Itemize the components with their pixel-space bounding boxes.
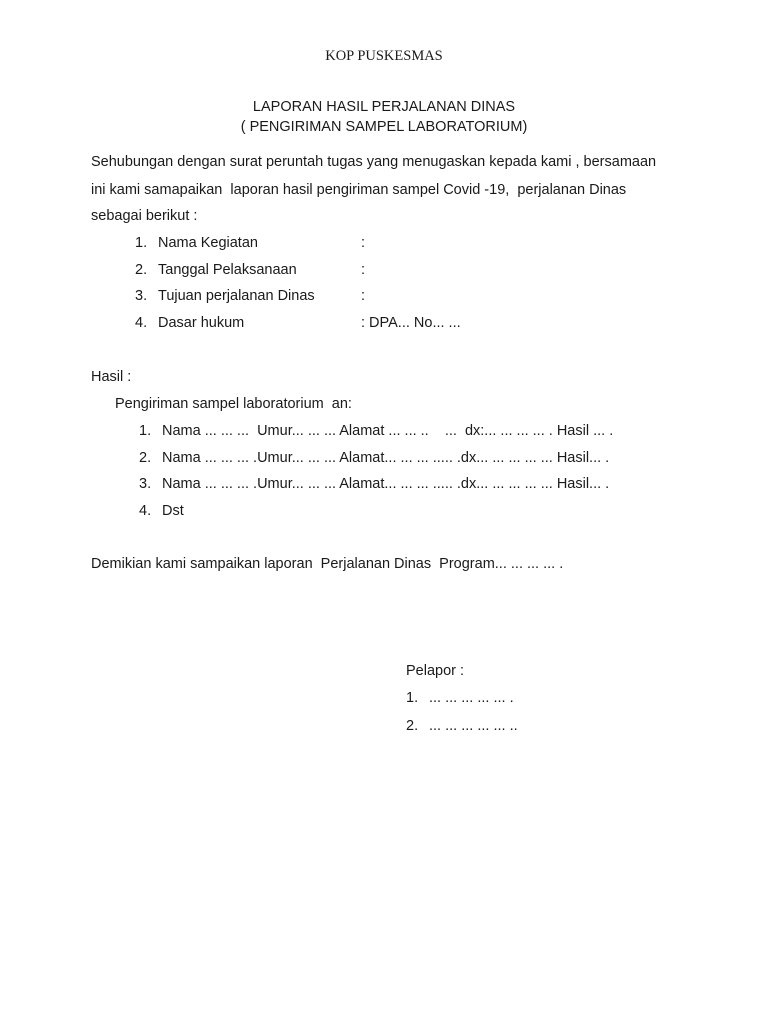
field-number: 4. [135,315,148,331]
field-number: 3. [135,288,148,304]
field-label: Tanggal Pelaksanaan [158,262,297,278]
intro-line-1: Sehubungan dengan surat peruntah tugas yang menugaskan kepada kami , bersamaan [91,154,657,170]
list-item-number: 1. [406,690,419,706]
field-value: : [361,235,366,251]
hasil-subheading: Pengiriman sampel laboratorium an: [115,396,352,412]
intro-line-2: ini kami samapaikan laporan hasil pengiriman sampel Covid -19, perjalanan Dinas [91,182,627,198]
list-item-number: 4. [139,503,152,519]
list-item: ... ... ... ... ... . [429,690,514,706]
list-item: ... ... ... ... ... .. [429,718,518,734]
field-label: Nama Kegiatan [158,235,258,251]
field-value: : DPA... No... ... [361,315,461,331]
list-item: Nama ... ... ... .Umur... ... ... Alamat... ... ... ..... .dx... ... ... ... ... Hasil... . [162,476,610,492]
list-item: Dst [162,503,184,519]
report-subtitle: ( PENGIRIMAN SAMPEL LABORATORIUM) [240,119,528,135]
kop-heading: KOP PUSKESMAS [325,48,443,64]
list-item-number: 1. [139,423,152,439]
field-label: Tujuan perjalanan Dinas [158,288,315,304]
field-label: Dasar hukum [158,315,245,331]
list-item-number: 2. [406,718,419,734]
intro-line-3: sebagai berikut : [91,208,198,224]
list-item: Nama ... ... ... Umur... ... ... Alamat ... ... .. ... dx:... ... ... ... . Hasil ... . [162,423,614,439]
list-item-number: 3. [139,476,152,492]
field-value: : [361,288,366,304]
report-title: LAPORAN HASIL PERJALANAN DINAS [252,99,516,115]
closing-statement: Demikian kami sampaikan laporan Perjalanan Dinas Program... ... ... ... . [91,556,564,572]
list-item-number: 2. [139,450,152,466]
field-number: 1. [135,235,148,251]
list-item: Nama ... ... ... .Umur... ... ... Alamat... ... ... ..... .dx... ... ... ... ... Hasil... . [162,450,610,466]
field-value: : [361,262,366,278]
pelapor-label: Pelapor : [406,663,465,679]
field-number: 2. [135,262,148,278]
hasil-label: Hasil : [91,369,132,385]
